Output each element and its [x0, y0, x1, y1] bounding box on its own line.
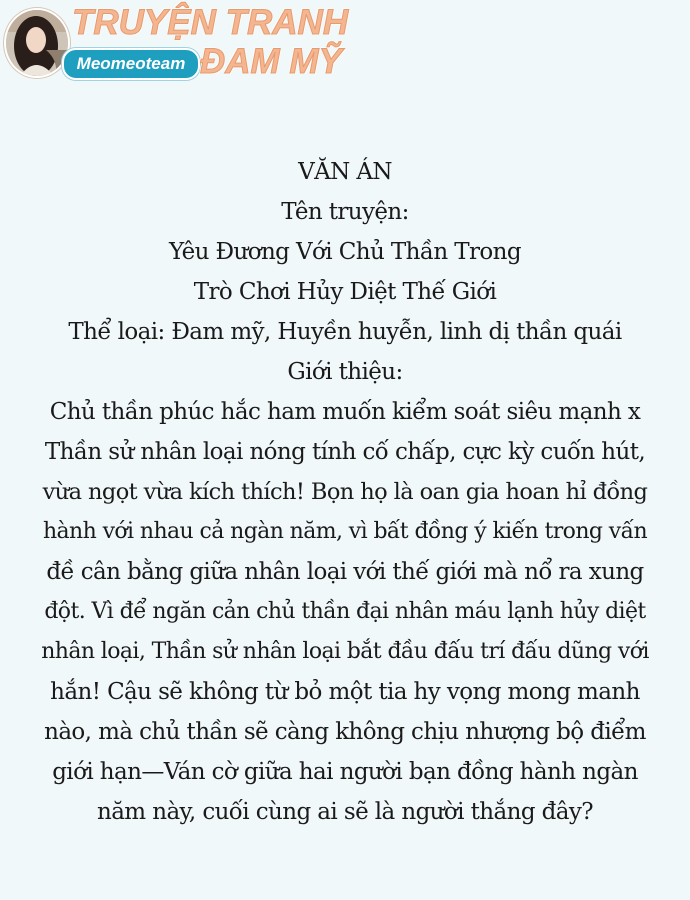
- watermark-logo: [0, 0, 370, 86]
- synopsis-text: [40, 152, 650, 832]
- intro-line: Thần sử nhân loại nóng tính cố chấp, cực kỳ cuốn hút,: [44, 439, 646, 465]
- logo-title-line2: ĐAM MỸ: [200, 42, 342, 81]
- intro-line: đề cân bằng giữa nhân loại với thế giới mà nổ ra xung: [46, 559, 644, 585]
- title-line: Trò Chơi Hủy Diệt Thế Giới: [193, 279, 497, 305]
- intro-line: hành với nhau cả ngàn năm, vì bất đồng ý kiến trong vấn: [42, 519, 648, 544]
- heading: VĂN ÁN: [298, 159, 392, 185]
- intro-line: đột. Vì để ngăn cản chủ thần đại nhân máu lạnh hủy diệt: [44, 599, 646, 624]
- intro-line: hắn! Cậu sẽ không từ bỏ một tia hy vọng mong manh: [50, 679, 640, 705]
- intro-line: Chủ thần phúc hắc ham muốn kiểm soát siêu mạnh x: [49, 399, 641, 425]
- intro-line: giới hạn—Ván cờ giữa hai người bạn đồng hành ngàn: [52, 759, 638, 785]
- intro-line: nhân loại, Thần sử nhân loại bắt đầu đấu trí đấu dũng với: [41, 639, 649, 664]
- title-line: Yêu Đương Với Chủ Thần Trong: [169, 239, 521, 265]
- genre-line: Thể loại: Đam mỹ, Huyền huyễn, linh dị thần quái: [68, 319, 622, 345]
- intro-label: Giới thiệu:: [287, 359, 403, 385]
- title-label: Tên truyện:: [281, 199, 409, 225]
- logo-badge: Meomeoteam: [62, 48, 200, 80]
- intro-line: nào, mà chủ thần sẽ càng không chịu nhượng bộ điểm: [44, 719, 646, 745]
- avatar: [4, 8, 70, 78]
- intro-line: năm này, cuối cùng ai sẽ là người thắng đây?: [96, 799, 594, 825]
- logo-title-line1: TRUYỆN TRANH: [72, 3, 349, 42]
- intro-line: vừa ngọt vừa kích thích! Bọn họ là oan gia hoan hỉ đồng: [42, 479, 648, 505]
